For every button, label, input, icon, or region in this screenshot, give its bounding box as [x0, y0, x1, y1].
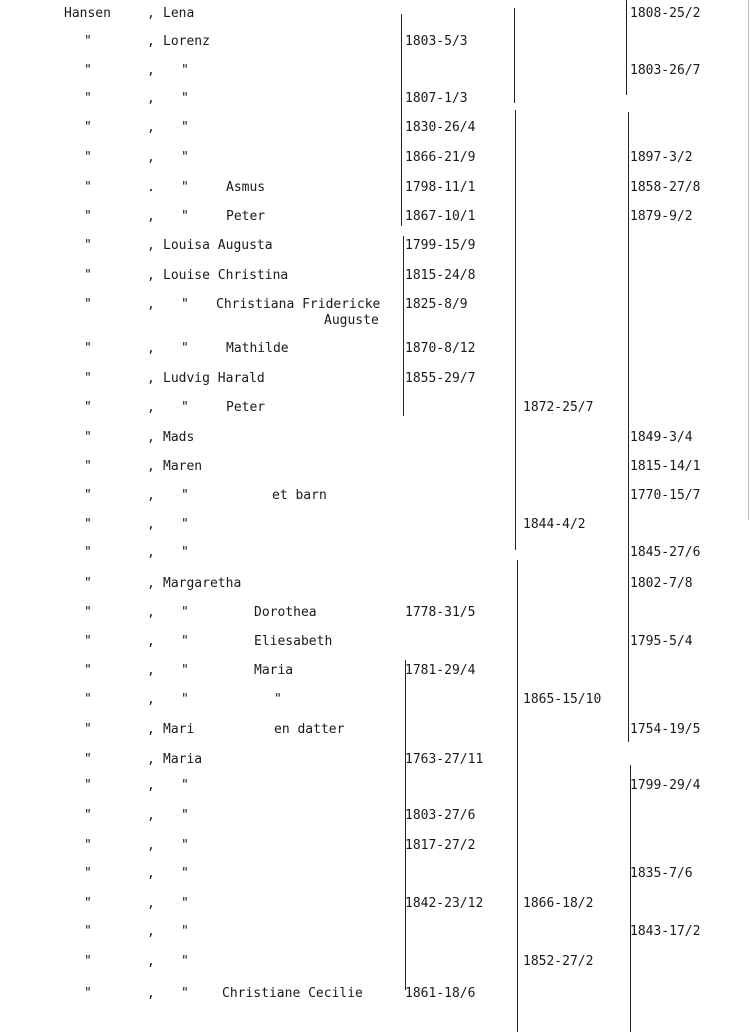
comma-mark: , [147, 459, 155, 474]
comma-mark: , [147, 838, 155, 853]
first-name: Louise Christina [163, 268, 289, 283]
register-row [0, 180, 750, 200]
first-name: Maren [163, 459, 203, 474]
birth-date: 1803-5/3 [405, 34, 468, 49]
second-name: Asmus [226, 180, 266, 195]
register-row [0, 371, 750, 391]
first-name: Mari [163, 722, 195, 737]
name-ditto-mark: " [181, 488, 189, 503]
comma-mark: , [147, 576, 155, 591]
name-continuation: Auguste [324, 313, 379, 328]
ditto-mark: " [84, 430, 92, 445]
ditto-mark: " [84, 91, 92, 106]
column-rule-middle [515, 110, 516, 550]
ditto-mark: " [84, 120, 92, 135]
register-row [0, 341, 750, 361]
right-date: 1835-7/6 [630, 866, 693, 881]
register-row [0, 924, 750, 944]
second-name: Maria [254, 663, 294, 678]
right-date: 1770-15/7 [630, 488, 701, 503]
right-date: 1803-26/7 [630, 63, 701, 78]
ditto-mark: " [84, 63, 92, 78]
second-name: Christiane Cecilie [222, 986, 363, 1001]
register-row [0, 34, 750, 54]
register-row [0, 517, 750, 537]
right-date: 1858-27/8 [630, 180, 701, 195]
ditto-mark: " [84, 924, 92, 939]
second-name: Dorothea [254, 605, 317, 620]
ditto-mark: " [84, 180, 92, 195]
register-row [0, 268, 750, 288]
ditto-mark: " [84, 297, 92, 312]
ditto-mark: " [84, 371, 92, 386]
register-row [0, 752, 750, 772]
register-row [0, 722, 750, 742]
register-row [0, 634, 750, 654]
right-date: 1845-27/6 [630, 545, 701, 560]
right-date: 1815-14/1 [630, 459, 701, 474]
middle-date: 1852-27/2 [523, 954, 594, 969]
comma-mark: , [147, 341, 155, 356]
comma-mark: , [147, 778, 155, 793]
name-ditto-mark: " [181, 808, 189, 823]
ditto-mark: " [84, 209, 92, 224]
birth-date: 1781-29/4 [405, 663, 476, 678]
comma-mark: , [147, 6, 155, 21]
name-ditto-mark: " [181, 986, 189, 1001]
register-row [0, 238, 750, 258]
birth-date: 1799-15/9 [405, 238, 476, 253]
name-ditto-mark: " [181, 545, 189, 560]
comma-mark: . [147, 180, 155, 195]
middle-date: 1865-15/10 [523, 692, 602, 707]
register-row [0, 459, 750, 479]
comma-mark: , [147, 63, 155, 78]
comma-mark: , [147, 150, 155, 165]
first-name: Louisa Augusta [163, 238, 273, 253]
comma-mark: , [147, 120, 155, 135]
comma-mark: , [147, 663, 155, 678]
register-row [0, 576, 750, 596]
birth-date: 1778-31/5 [405, 605, 476, 620]
birth-date: 1855-29/7 [405, 371, 476, 386]
comma-mark: , [147, 517, 155, 532]
register-row [0, 297, 750, 328]
register-row [0, 605, 750, 625]
comma-mark: , [147, 545, 155, 560]
register-row [0, 150, 750, 170]
name-ditto-mark: " [181, 605, 189, 620]
comma-mark: , [147, 896, 155, 911]
birth-date: 1798-11/1 [405, 180, 476, 195]
comma-mark: , [147, 297, 155, 312]
ditto-mark: " [84, 545, 92, 560]
register-row [0, 896, 750, 916]
comma-mark: , [147, 808, 155, 823]
first-name: Lena [163, 6, 195, 21]
ditto-mark: " [84, 488, 92, 503]
ditto-mark: " [84, 838, 92, 853]
name-ditto-mark: " [181, 896, 189, 911]
comma-mark: , [147, 986, 155, 1001]
comma-mark: , [147, 400, 155, 415]
second-name: Peter [226, 209, 266, 224]
name-ditto-mark: " [181, 692, 189, 707]
register-row [0, 778, 750, 798]
comma-mark: , [147, 34, 155, 49]
second-name: Christiana Fridericke [216, 297, 381, 312]
ditto-mark: " [84, 954, 92, 969]
second-name: Eliesabeth [254, 634, 333, 649]
comma-mark: , [147, 866, 155, 881]
name-ditto-mark: " [181, 297, 189, 312]
name-ditto-mark: " [181, 778, 189, 793]
register-row [0, 63, 750, 83]
name-ditto-mark: " [181, 180, 189, 195]
birth-date: 1815-24/8 [405, 268, 476, 283]
register-row [0, 838, 750, 858]
middle-date: 1872-25/7 [523, 400, 594, 415]
ditto-mark: " [84, 150, 92, 165]
register-row [0, 986, 750, 1006]
right-date: 1843-17/2 [630, 924, 701, 939]
register-row [0, 866, 750, 886]
comma-mark: , [147, 605, 155, 620]
right-date: 1897-3/2 [630, 150, 693, 165]
name-ditto-mark: " [181, 866, 189, 881]
ditto-mark: " [84, 341, 92, 356]
ditto-mark: " [84, 692, 92, 707]
name-ditto-mark: " [181, 400, 189, 415]
register-row [0, 545, 750, 565]
name-ditto-mark: " [181, 634, 189, 649]
name-ditto-mark: " [181, 63, 189, 78]
register-row [0, 400, 750, 420]
birth-date: 1803-27/6 [405, 808, 476, 823]
register-row [0, 430, 750, 450]
comma-mark: , [147, 238, 155, 253]
first-name: Mads [163, 430, 195, 445]
birth-date: 1830-26/4 [405, 120, 476, 135]
ditto-mark: " [84, 400, 92, 415]
second-name: Peter [226, 400, 266, 415]
ditto-mark: " [84, 576, 92, 591]
comma-mark: , [147, 371, 155, 386]
register-row [0, 488, 750, 508]
second-name: " [274, 692, 282, 707]
ditto-mark: " [84, 808, 92, 823]
right-date: 1799-29/4 [630, 778, 701, 793]
right-date: 1802-7/8 [630, 576, 693, 591]
ditto-mark: " [84, 986, 92, 1001]
comma-mark: , [147, 722, 155, 737]
right-date: 1849-3/4 [630, 430, 693, 445]
name-ditto-mark: " [181, 209, 189, 224]
register-row [0, 120, 750, 140]
second-name: et barn [272, 488, 327, 503]
comma-mark: , [147, 268, 155, 283]
birth-date: 1817-27/2 [405, 838, 476, 853]
name-ditto-mark: " [181, 954, 189, 969]
ditto-mark: " [84, 752, 92, 767]
ditto-mark: " [84, 663, 92, 678]
middle-date: 1866-18/2 [523, 896, 594, 911]
comma-mark: , [147, 924, 155, 939]
birth-date: 1870-8/12 [405, 341, 476, 356]
name-ditto-mark: " [181, 517, 189, 532]
name-ditto-mark: " [181, 91, 189, 106]
register-row [0, 663, 750, 683]
name-ditto-mark: " [181, 120, 189, 135]
birth-date: 1867-10/1 [405, 209, 476, 224]
name-ditto-mark: " [181, 341, 189, 356]
ditto-mark: " [84, 34, 92, 49]
name-ditto-mark: " [181, 150, 189, 165]
comma-mark: , [147, 634, 155, 649]
register-row [0, 209, 750, 229]
ditto-mark: " [84, 238, 92, 253]
name-ditto-mark: " [181, 924, 189, 939]
comma-mark: , [147, 488, 155, 503]
birth-date: 1866-21/9 [405, 150, 476, 165]
first-name: Ludvig Harald [163, 371, 265, 386]
comma-mark: , [147, 91, 155, 106]
register-row [0, 954, 750, 974]
comma-mark: , [147, 430, 155, 445]
right-date: 1808-25/2 [630, 6, 701, 21]
ditto-mark: " [84, 866, 92, 881]
comma-mark: , [147, 692, 155, 707]
name-ditto-mark: " [181, 838, 189, 853]
right-date: 1879-9/2 [630, 209, 693, 224]
birth-date: 1842-23/12 [405, 896, 484, 911]
surname-cell: Hansen [64, 6, 111, 21]
right-date: 1754-19/5 [630, 722, 701, 737]
ditto-mark: " [84, 634, 92, 649]
birth-date: 1825-8/9 [405, 297, 468, 312]
ditto-mark: " [84, 268, 92, 283]
ditto-mark: " [84, 722, 92, 737]
birth-date: 1807-1/3 [405, 91, 468, 106]
right-date: 1795-5/4 [630, 634, 693, 649]
second-name: en datter [274, 722, 345, 737]
name-ditto-mark: " [181, 663, 189, 678]
ditto-mark: " [84, 517, 92, 532]
comma-mark: , [147, 954, 155, 969]
register-row [0, 91, 750, 111]
middle-date: 1844-4/2 [523, 517, 586, 532]
ditto-mark: " [84, 896, 92, 911]
ditto-mark: " [84, 778, 92, 793]
birth-date: 1763-27/11 [405, 752, 484, 767]
comma-mark: , [147, 752, 155, 767]
comma-mark: , [147, 209, 155, 224]
first-name: Lorenz [163, 34, 210, 49]
first-name: Maria [163, 752, 203, 767]
register-row [0, 6, 750, 26]
register-row [0, 808, 750, 828]
ditto-mark: " [84, 459, 92, 474]
register-row [0, 692, 750, 712]
second-name: Mathilde [226, 341, 289, 356]
birth-date: 1861-18/6 [405, 986, 476, 1001]
first-name: Margaretha [163, 576, 242, 591]
ditto-mark: " [84, 605, 92, 620]
